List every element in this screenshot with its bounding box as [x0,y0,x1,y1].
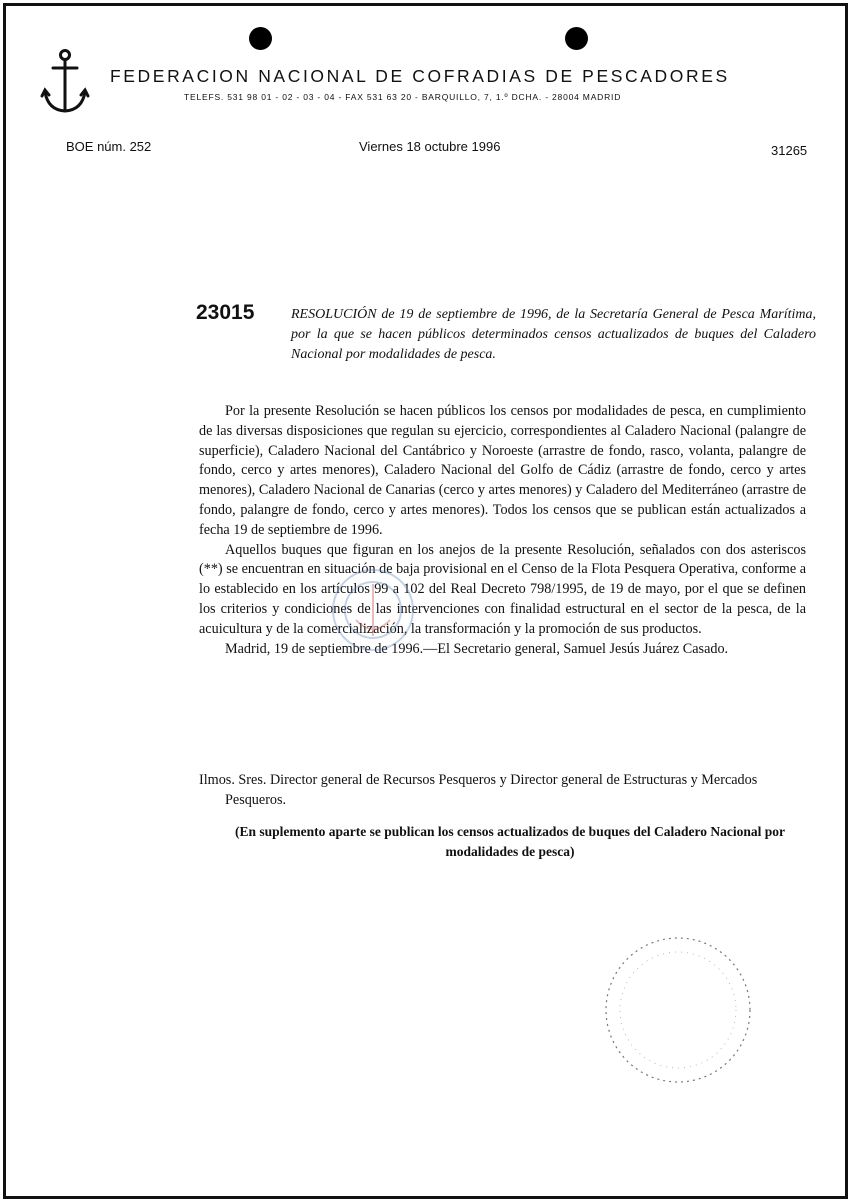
organization-name: FEDERACION NACIONAL DE COFRADIAS DE PESCADORES [110,66,730,86]
boe-issue: BOE núm. 252 [66,139,152,154]
addressee: Ilmos. Sres. Director general de Recursos Pesqueros y Director general de Estructuras y Mercados Pesqueros. [199,772,758,808]
corner-circular-stamp [598,930,758,1090]
punch-hole-left [249,27,272,50]
supplement-note: (En suplemento aparte se publican los censos actualizados de buques del Caladero Nacional por modalidades de pesca) [235,824,785,859]
organization-contact: TELEFS. 531 98 01 - 02 - 03 - 04 - FAX 531 63 20 - BARQUILLO, 7, 1.º DCHA. - 28004 MADRID [184,92,622,102]
punch-hole-right [565,27,588,50]
boe-date: Viernes 18 octubre 1996 [359,139,501,154]
resolution-title: RESOLUCIÓN de 19 de septiembre de 1996, de la Secretaría General de Pesca Marítima, por la que se hacen públicos determinados censos actualizados de buques del Caladero Nacional por modalidades de pesca. [291,307,816,362]
signature-paragraph: Madrid, 19 de septiembre de 1996.—El Secretario general, Samuel Jesús Juárez Casado. [225,640,729,657]
resolution-body [199,402,806,659]
body-paragraph-2: Aquellos buques que figuran en los anejos de la presente Resolución, señalados con dos asteriscos (**) se encuentran en situación de baja provisional en el Censo de la Flota Pesquera Operativa, conforme a lo establecido en los artículos 99 a 102 del Real Decreto 798/1995, de 19 de mayo, por el que se definen los criterios y condiciones de las intervenciones con finalidad estructural en el sector de la pesca, de la acuicultura y de la comercialización, la transformación y la promoción de sus productos. [199,541,806,637]
anchor-icon [40,48,90,118]
faint-center-seal [318,560,428,660]
resolution-number: 23015 [196,301,255,324]
body-paragraph-1: Por la presente Resolución se hacen públicos los censos por modalidades de pesca, en cumplimiento de las diversas disposiciones que regulan su ejercicio, correspondientes al Caladero Nacional (palangre de superficie), Caladero Nacional del Cantábrico y Noroeste (arrastre de fondo, rasco, volanta, palangre de fondo, cerco y artes menores), Caladero Nacional del Golfo de Cádiz (arrastre de fondo, cerco y artes menores), Caladero Nacional de Canarias (cerco y artes menores) y Caladero del Mediterráneo (arrastre de fondo, palangre de fondo, cerco y artes menores). Todos los censos que se publican están actualizados a fecha 19 de septiembre de 1996. [199,403,806,538]
boe-page-number: 31265 [771,143,808,158]
